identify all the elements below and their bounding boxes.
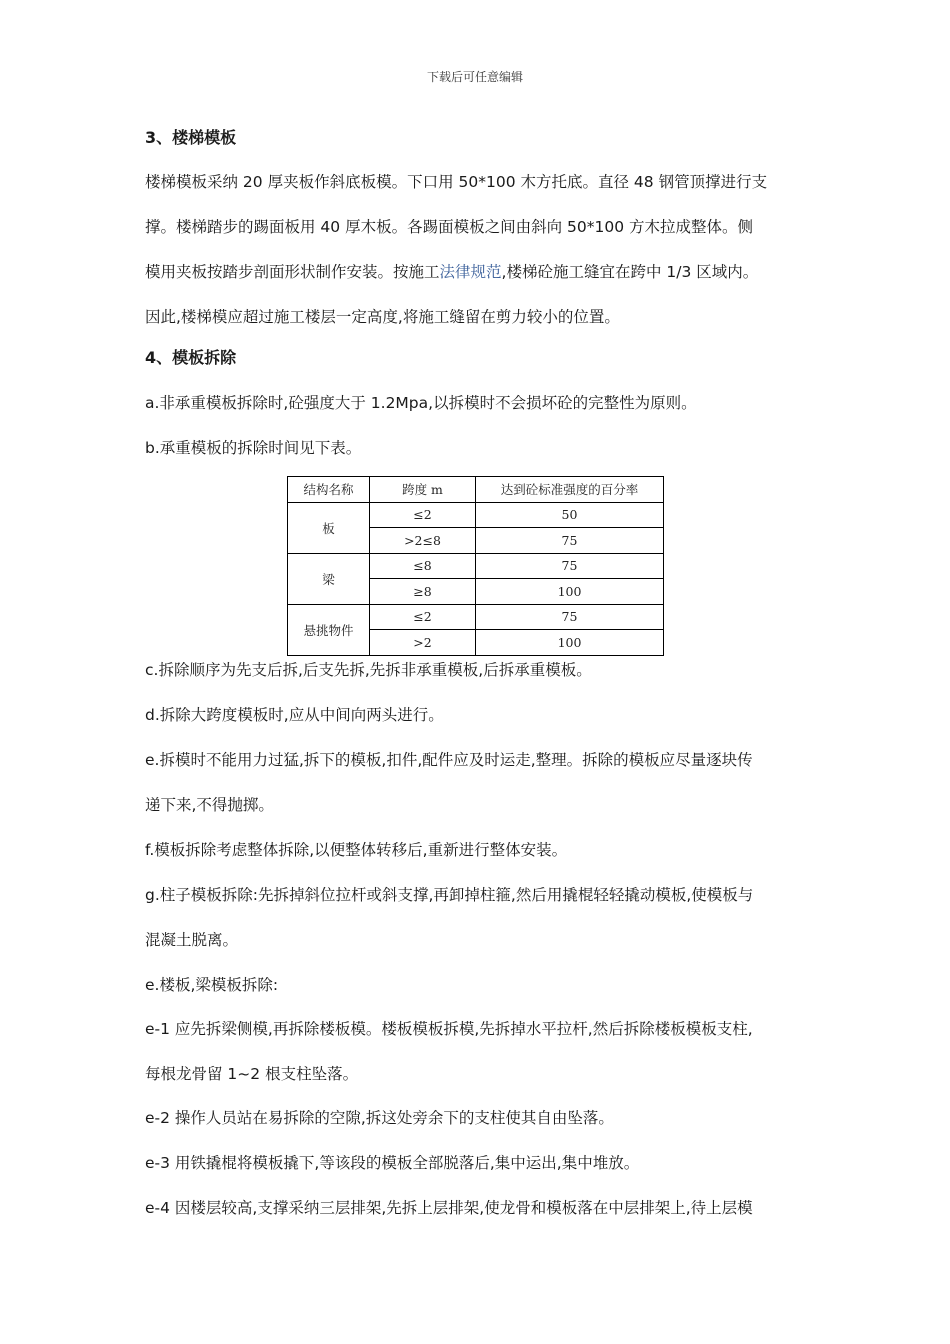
paragraph-line: 楼梯模板采纳 20 厚夹板作斜底板模。下口用 50*100 木方托底。直径 48 钢管顶撑进行支: [145, 173, 768, 191]
table-row: [288, 604, 664, 630]
table-header-cell: 结构名称: [288, 477, 370, 503]
percent-cell: 75: [476, 553, 664, 579]
item-g-line: g.柱子模板拆除:先拆掉斜位拉杆或斜支撑,再卸掉柱箍,然后用撬棍轻轻撬动模板,使模板与: [145, 886, 754, 904]
item-a: a.非承重模板拆除时,砼强度大于 1.2Mpa,以拆模时不会损坏砼的完整性为原则。: [145, 394, 697, 412]
percent-cell: 50: [476, 502, 664, 528]
item-e3: e-3 用铁撬棍将模板撬下,等该段的模板全部脱落后,集中运出,集中堆放。: [145, 1154, 640, 1172]
item-e4: e-4 因楼层较高,支撑采纳三层排架,先拆上层排架,使龙骨和模板落在中层排架上,待上层模: [145, 1199, 753, 1217]
item-e1-line: e-1 应先拆梁侧模,再拆除楼板模。楼板模板拆模,先拆掉水平拉杆,然后拆除楼板模板支柱,: [145, 1020, 753, 1038]
paragraph-line: [145, 262, 810, 282]
span-cell: ≤2: [370, 604, 476, 630]
span-cell: >2≤8: [370, 528, 476, 554]
item-e-line: e.拆模时不能用力过猛,拆下的模板,扣件,配件应及时运走,整理。拆除的模板应尽量逐块传: [145, 751, 753, 769]
section-3-heading: 3、楼梯模板: [145, 128, 237, 147]
table-row: [288, 502, 664, 528]
text-span: 模用夹板按踏步剖面形状制作安装。按施工: [145, 263, 440, 281]
percent-cell: 75: [476, 604, 664, 630]
structure-name-cell: 梁: [288, 553, 370, 604]
text-span: ,楼梯砼施工缝宜在跨中 1/3 区域内。: [501, 263, 759, 281]
item-f: f.模板拆除考虑整体拆除,以便整体转移后,重新进行整体安装。: [145, 841, 568, 859]
table-header-row: [288, 477, 664, 503]
percent-cell: 100: [476, 579, 664, 605]
stripping-time-table: [287, 476, 664, 656]
paragraph-line: 撑。楼梯踏步的踢面板用 40 厚木板。各踢面模板之间由斜向 50*100 方木拉成整体。侧: [145, 218, 753, 236]
page-header: 下载后可任意编辑: [426, 70, 523, 84]
item-e1-line: 每根龙骨留 1~2 根支柱坠落。: [145, 1065, 359, 1083]
table-row: [288, 553, 664, 579]
law-spec-link[interactable]: 法律规范: [439, 263, 502, 281]
table-header-cell: 达到砼标准强度的百分率: [476, 477, 664, 503]
span-cell: >2: [370, 630, 476, 656]
section-4-heading: 4、模板拆除: [145, 348, 237, 367]
item-e-floor: e.楼板,梁模板拆除:: [145, 976, 279, 994]
item-g-line: 混凝土脱离。: [145, 931, 239, 949]
span-cell: ≥8: [370, 579, 476, 605]
item-c: c.拆除顺序为先支后拆,后支先拆,先拆非承重模板,后拆承重模板。: [145, 661, 592, 679]
item-d: d.拆除大跨度模板时,应从中间向两头进行。: [145, 706, 444, 724]
percent-cell: 100: [476, 630, 664, 656]
structure-name-cell: 悬挑物件: [288, 604, 370, 655]
table-header-cell: 跨度 m: [370, 477, 476, 503]
item-e-line: 递下来,不得抛掷。: [145, 796, 274, 814]
paragraph-line: 因此,楼梯模应超过施工楼层一定高度,将施工缝留在剪力较小的位置。: [145, 308, 620, 326]
percent-cell: 75: [476, 528, 664, 554]
span-cell: ≤8: [370, 553, 476, 579]
item-b: b.承重模板的拆除时间见下表。: [145, 439, 362, 457]
structure-name-cell: 板: [288, 502, 370, 553]
item-e2: e-2 操作人员站在易拆除的空隙,拆这处旁余下的支柱使其自由坠落。: [145, 1109, 614, 1127]
span-cell: ≤2: [370, 502, 476, 528]
